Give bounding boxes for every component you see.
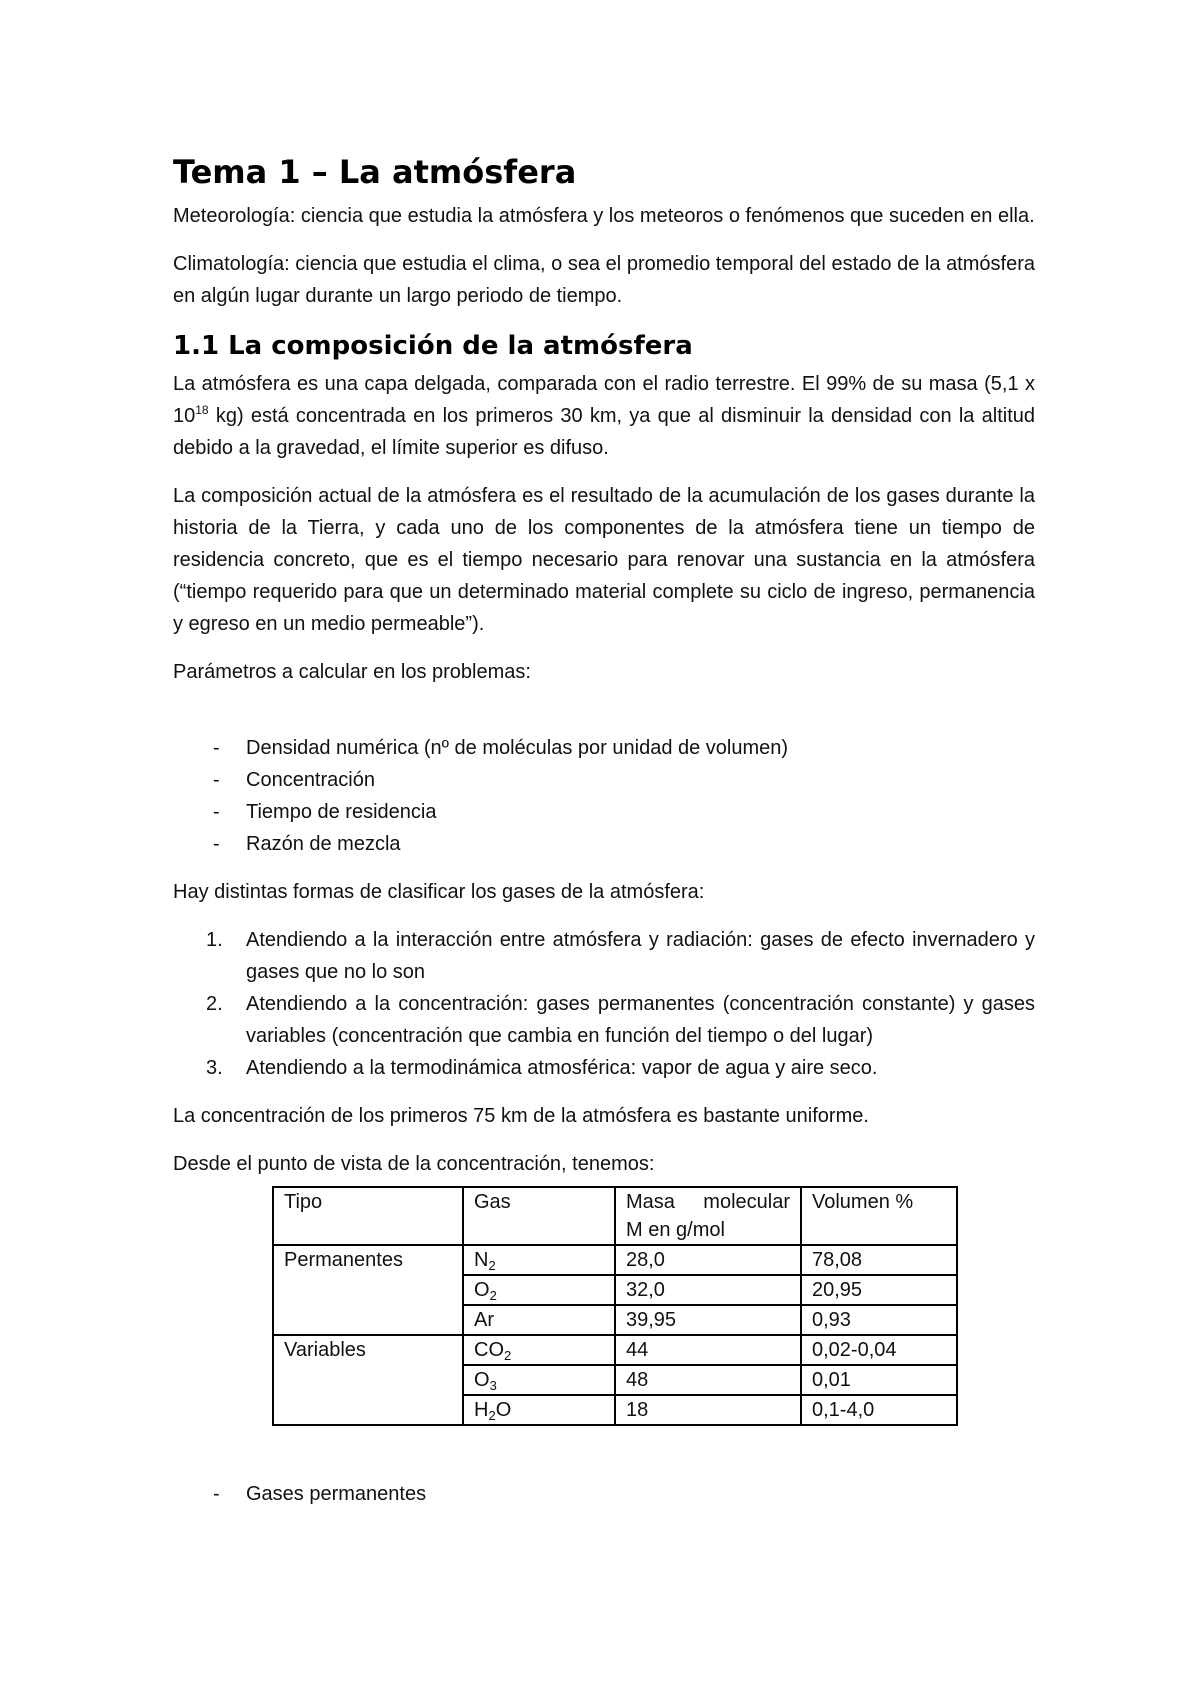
header-masa-line1: Masa molecular — [626, 1191, 790, 1213]
gas-formula-tail: O — [495, 1399, 512, 1421]
list-item — [173, 924, 1035, 988]
header-tipo: Tipo — [273, 1187, 463, 1245]
gas-formula: N — [474, 1249, 489, 1271]
volumen-cell: 78,08 — [801, 1245, 957, 1275]
gas-formula: O — [474, 1369, 490, 1391]
masa-cell: 48 — [615, 1365, 801, 1395]
paragraph-punto-vista: Desde el punto de vista de la concentración, tenemos: — [173, 1153, 655, 1175]
list-item — [173, 764, 1035, 796]
number-marker: 3. — [206, 1057, 223, 1079]
dash-marker: - — [213, 769, 220, 791]
gas-formula: H — [474, 1399, 489, 1421]
gas-cell — [463, 1335, 615, 1365]
masa-cell: 32,0 — [615, 1275, 801, 1305]
dash-marker: - — [213, 801, 220, 823]
dash-marker: - — [213, 833, 220, 855]
list-item-text: Densidad numérica (nº de moléculas por unidad de volumen) — [246, 737, 789, 759]
table-header-row — [273, 1187, 957, 1245]
list-item — [173, 732, 1035, 764]
gas-cell — [463, 1395, 615, 1425]
paragraph-parametros-intro: Parámetros a calcular en los problemas: — [173, 661, 531, 683]
gas-table — [272, 1186, 958, 1426]
list-item-text: Concentración — [246, 769, 375, 791]
section-heading: 1.1 La composición de la atmósfera — [173, 331, 693, 361]
masa-cell: 39,95 — [615, 1305, 801, 1335]
list-item — [173, 828, 1035, 860]
gas-subscript: 2 — [488, 1258, 496, 1273]
paragraph-meteorologia: Meteorología: ciencia que estudia la atmósfera y los meteoros o fenómenos que suceden en ella. — [173, 205, 1035, 227]
number-marker: 2. — [206, 993, 223, 1015]
paragraph-composicion: La composición actual de la atmósfera es el resultado de la acumulación de los gases durante la historia de la Tierra, y cada uno de los componentes de la atmósfera tiene un tiempo de residencia concreto, que es el tiempo necesario para renovar una sustancia en la atmósfera (“tiempo requerido para que un determinado material complete su ciclo de ingreso, permanencia y egreso en un medio permeable”). — [173, 485, 1035, 635]
parametros-list — [173, 732, 1035, 860]
header-gas: Gas — [463, 1187, 615, 1245]
header-masa — [615, 1187, 801, 1245]
header-masa-line2: M en g/mol — [626, 1219, 725, 1241]
list-item — [173, 1052, 1035, 1084]
masa-cell: 28,0 — [615, 1245, 801, 1275]
paragraph-intro — [173, 368, 1035, 464]
gas-cell — [463, 1275, 615, 1305]
list-item-text: Atendiendo a la interacción entre atmósfera y radiación: gases de efecto invernadero y gases que no lo son — [246, 929, 1035, 983]
bottom-list — [173, 1478, 1035, 1510]
gas-subscript: 2 — [488, 1408, 496, 1423]
dash-marker: - — [213, 1483, 220, 1505]
gas-cell — [463, 1365, 615, 1395]
group-variables: Variables — [273, 1335, 463, 1425]
gas-subscript: 3 — [489, 1378, 497, 1393]
table-row — [273, 1335, 957, 1365]
list-item — [173, 1478, 1035, 1510]
clasificacion-list — [173, 924, 1035, 1084]
gas-subscript: 2 — [504, 1348, 512, 1363]
volumen-cell: 0,02-0,04 — [801, 1335, 957, 1365]
masa-cell: 44 — [615, 1335, 801, 1365]
volumen-cell: 0,01 — [801, 1365, 957, 1395]
list-item-text: Tiempo de residencia — [246, 801, 437, 823]
list-item-text: Atendiendo a la termodinámica atmosférica: vapor de agua y aire seco. — [246, 1057, 878, 1079]
list-item-text: Razón de mezcla — [246, 833, 401, 855]
volumen-cell: 0,1-4,0 — [801, 1395, 957, 1425]
paragraph-climatologia: Climatología: ciencia que estudia el clima, o sea el promedio temporal del estado de la atmósfera en algún lugar durante un largo periodo de tiempo. — [173, 253, 1035, 307]
intro-text-b: kg) está concentrada en los primeros 30 km, ya que al disminuir la densidad con la altitud debido a la gravedad, el límite superior es difuso. — [173, 405, 1035, 459]
gas-formula: CO — [474, 1339, 504, 1361]
volumen-cell: 0,93 — [801, 1305, 957, 1335]
gas-formula: O — [474, 1279, 490, 1301]
list-item-text: Atendiendo a la concentración: gases permanentes (concentración constante) y gases variables (concentración que cambia en función del tiempo o del lugar) — [246, 993, 1035, 1047]
table-row — [273, 1245, 957, 1275]
paragraph-clasificar-intro: Hay distintas formas de clasificar los gases de la atmósfera: — [173, 881, 705, 903]
header-volumen: Volumen % — [801, 1187, 957, 1245]
gas-cell — [463, 1245, 615, 1275]
intro-text-a: La atmósfera es una capa delgada, comparada con el radio terrestre. El 99% de su masa (5,1 x 10 — [173, 373, 1035, 427]
gas-cell — [463, 1305, 615, 1335]
gas-formula: Ar — [474, 1309, 494, 1331]
volumen-cell: 20,95 — [801, 1275, 957, 1305]
list-item — [173, 988, 1035, 1052]
paragraph-uniforme: La concentración de los primeros 75 km de la atmósfera es bastante uniforme. — [173, 1105, 869, 1127]
gas-subscript: 2 — [489, 1288, 497, 1303]
list-item-text: Gases permanentes — [246, 1483, 427, 1505]
page-title: Tema 1 – La atmósfera — [173, 153, 577, 191]
masa-cell: 18 — [615, 1395, 801, 1425]
group-permanentes: Permanentes — [273, 1245, 463, 1335]
document-page — [173, 150, 1035, 1510]
dash-marker: - — [213, 737, 220, 759]
intro-exponent: 18 — [195, 403, 209, 417]
number-marker: 1. — [206, 929, 223, 951]
list-item — [173, 796, 1035, 828]
